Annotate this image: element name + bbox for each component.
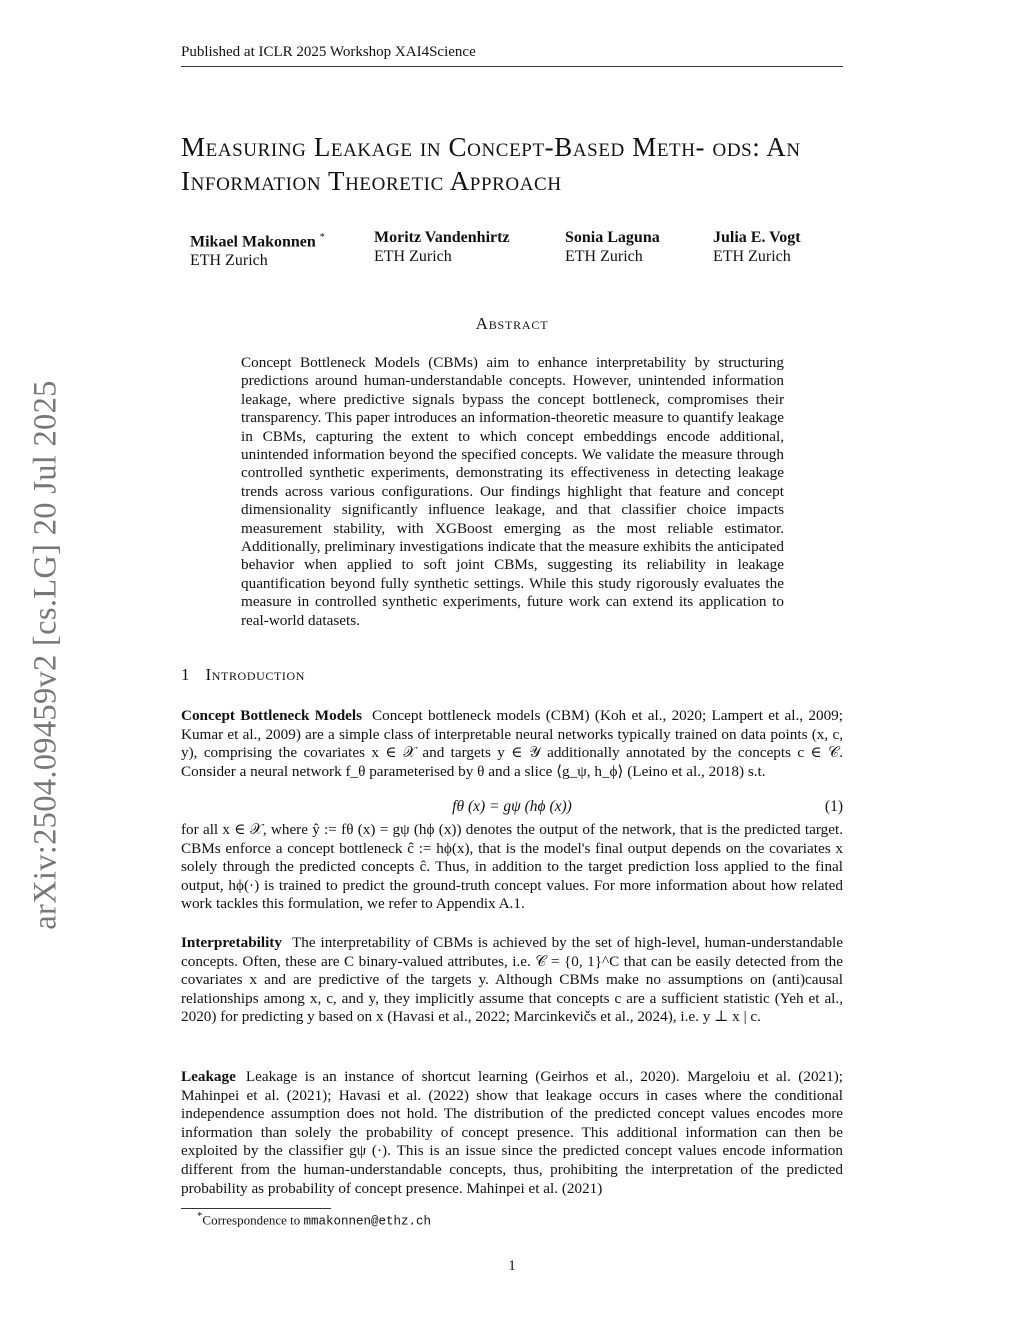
equation-number: (1) — [824, 798, 843, 815]
author-name: Sonia Laguna — [565, 229, 660, 246]
email-link[interactable]: mmakonnen@ethz.ch — [303, 1214, 432, 1229]
paragraph-heading: Leakage — [181, 1068, 236, 1085]
author — [713, 228, 801, 266]
author-name: Moritz Vandenhirtz — [374, 229, 510, 246]
paragraph-heading: Interpretability — [181, 934, 282, 951]
author — [374, 228, 510, 266]
section-title: Introduction — [205, 665, 306, 684]
author — [565, 228, 660, 266]
author — [190, 228, 325, 270]
section-number: 1 — [181, 665, 190, 684]
abstract-heading: Abstract — [475, 314, 549, 333]
header-rule — [181, 66, 843, 67]
abstract-text: Concept Bottleneck Models (CBMs) aim to enhance interpretability by structuring predictions around human-understandable concepts. However, unintended information leakage, where predictive signals bypass the concept bottleneck, compromises their transparency. This paper introduces an information-theoretic measure to quantify leakage in CBMs, capturing the extent to which concept embeddings encode additional, unintended information beyond the specified concepts. We validate the measure through controlled synthetic experiments, demonstrating its effectiveness in detecting leakage trends across various configurations. Our findings highlight that feature and concept dimensionality significantly influence leakage, and that classifier choice impacts measurement stability, with XGBoost emerging as the most reliable estimator. Additionally, preliminary investigations indicate that the measure exhibits the anticipated behavior when applied to soft joint CBMs, suggesting its reliability in leakage quantification beyond fully synthetic settings. While this study rigorously evaluates the measure in controlled synthetic experiments, future work can extend its application to real-world datasets. — [241, 354, 784, 629]
paragraph-cbm — [181, 707, 843, 781]
arxiv-stamp — [0, 0, 90, 1325]
author-affiliation: ETH Zurich — [190, 252, 268, 270]
paragraph-text: Leakage is an instance of shortcut learning (Geirhos et al., 2020). Margeloiu et al. (2021); Mahinpei et al. (2021); Havasi et al. (2022) show that leakage occurs in cases where the conditional independence assumption does not hold. The distribution of the predicted concept values encodes more information than solely the probability of concept presence. This additional information can then be exploited by the classifier gψ (·). This is an issue since the predicted concept values encode information different from the human-understandable concepts, thus, prohibiting the interpretation of the predicted probability as probability of concept presence. Mahinpei et al. (2021) — [181, 1068, 843, 1197]
paragraph-cbm-continued: for all x ∈ 𝒳, where ŷ := fθ (x) = gψ (hϕ (x)) denotes the output of the network, that is the predicted target. CBMs enforce a concept bottleneck ĉ := hϕ(x), that is the model's final output depends on the covariates x solely through the predicted concepts ĉ. Thus, in addition to the target prediction loss applied to the final output, hϕ(·) is trained to predict the ground-truth concept values. For more information about how related work tackles this formulation, we refer to Appendix A.1. — [181, 821, 843, 913]
author-name: Julia E. Vogt — [713, 229, 801, 246]
paragraph-text: The interpretability of CBMs is achieved by the set of high-level, human-understandable concepts. Often, these are C binary-valued attributes, i.e. 𝒞 = {0, 1}^C that can be easily detected from the covariates x and are predictive of the targets y. Although CBMs make no assumptions on (anti)causal relationships among x, c, and y, they implicitly assume that concepts c are a sufficient statistic (Yeh et al., 2020) for predicting y based on x (Havasi et al., 2022; Marcinkevičs et al., 2024), i.e. y ⊥ x | c. — [181, 934, 843, 1026]
running-header: Published at ICLR 2025 Workshop XAI4Science — [181, 44, 476, 60]
equation-body: fθ (x) = gψ (hϕ (x)) — [452, 798, 572, 815]
footnote-text: Correspondence to — [202, 1212, 301, 1228]
footnote-mark: * — [197, 1210, 203, 1222]
author-name: Mikael Makonnen — [190, 233, 316, 251]
author-affiliation: ETH Zurich — [374, 248, 452, 265]
arxiv-id: arXiv:2504.09459v2 [cs.LG] 20 Jul 2025 — [27, 380, 64, 930]
footnote-marker: * — [319, 232, 325, 243]
author-affiliation: ETH Zurich — [713, 248, 791, 265]
author-affiliation: ETH Zurich — [565, 248, 643, 265]
section-heading — [181, 665, 843, 685]
paragraph-text: Concept bottleneck models (CBM) (Koh et al., 2020; Lampert et al., 2009; Kumar et al., 2009) are a simple class of interpretable neural networks typically trained on data points (x, c, y), comprising the covariates x ∈ 𝒳 and targets y ∈ 𝒴 additionally annotated by the concepts c ∈ 𝒞. Consider a neural network f_θ parameterised by θ and a slice ⟨g_ψ, h_ϕ⟩ (Leino et al., 2018) s.t. — [181, 707, 843, 780]
equation-1 — [181, 798, 843, 818]
paragraph-leakage — [181, 1068, 843, 1198]
paper-title: Measuring Leakage in Concept-Based Meth- ods: An Information Theoretic Approach — [181, 132, 801, 196]
page-number: 1 — [508, 1258, 516, 1274]
paragraph-heading: Concept Bottleneck Models — [181, 707, 363, 724]
author-list — [190, 228, 850, 272]
footnote — [197, 1210, 431, 1228]
paragraph-interpretability — [181, 934, 843, 1027]
footnote-rule — [181, 1208, 331, 1209]
